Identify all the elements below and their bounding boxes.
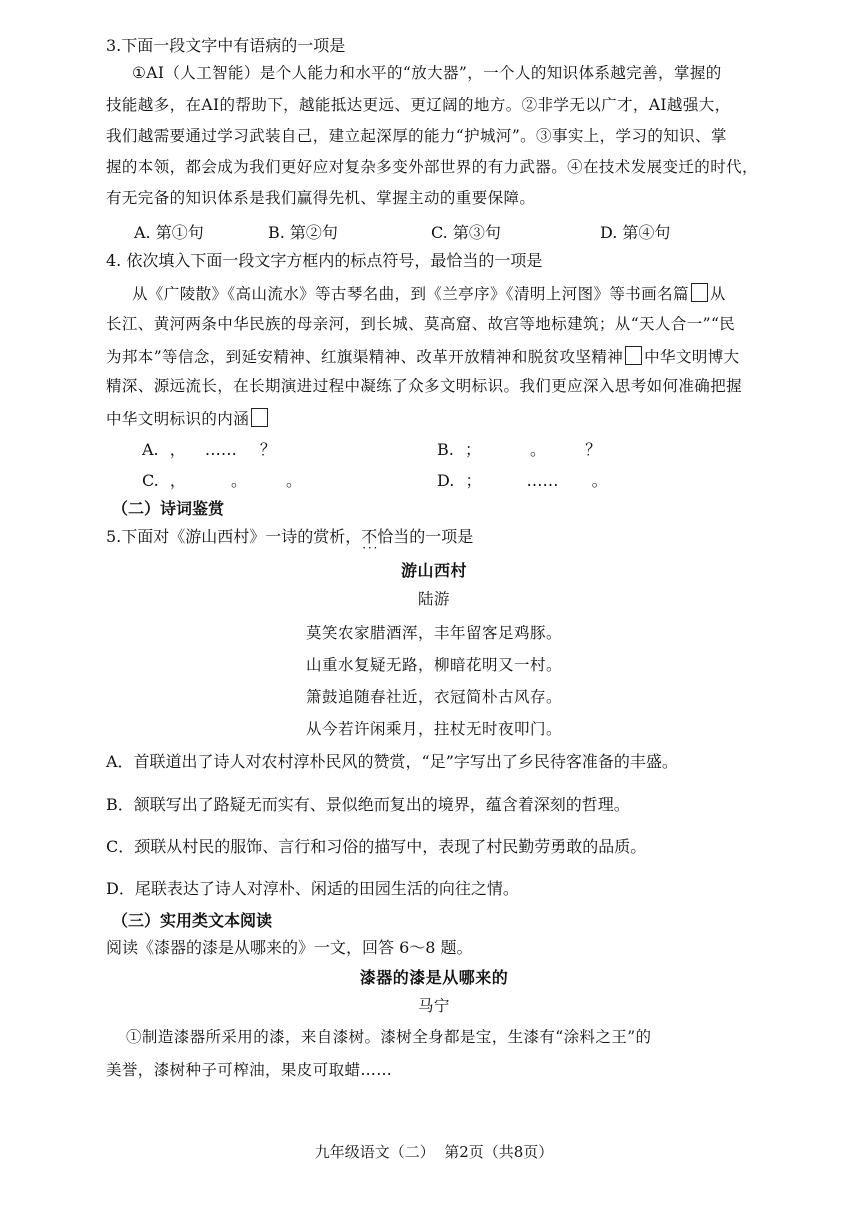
q4-line-1-text: 从《广陵散》《高山流水》等古琴名曲，到《兰亭序》《清明上河图》等书画名篇 — [132, 285, 689, 303]
q4-passage-line-3 — [106, 346, 740, 367]
q4-option-c-label: C. — [142, 471, 159, 490]
q5-option-c[interactable]: C．颈联从村民的服饰、言行和习俗的描写中，表现了村民勤劳勇敢的品质。 — [106, 837, 647, 856]
q3-passage-line-5: 有无完备的知识体系是我们赢得先机、掌握主动的重要保障。 — [106, 189, 536, 207]
q3-passage-line-2: 技能越多，在AI的帮助下，越能抵达更远、更辽阔的地方。②非学无以广才，AI越强大， — [106, 96, 731, 114]
section-3-heading: （三）实用类文本阅读 — [112, 911, 273, 930]
page-footer: 九年级语文（二） 第2页（共8页） — [314, 1143, 554, 1161]
q5-option-b[interactable]: B．颔联写出了路疑无而实有、景似绝而复出的境界，蕴含着深刻的哲理。 — [106, 795, 630, 814]
q4-line-3-text: 为邦本”等信念，到延安精神、红旗渠精神、改革开放精神和脱贫攻坚精神 — [106, 348, 624, 366]
q3-passage-line-3: 我们越需要通过学习武装自己，建立起深厚的能力“护城河”。③事实上，学习的知识、掌 — [106, 127, 727, 145]
q4-blank-box-1[interactable] — [691, 283, 708, 302]
q4-option-b-mark-2: 。 — [530, 440, 547, 459]
q3-option-d[interactable]: D. 第④句 — [600, 223, 671, 242]
q5-stem-pre: 5.下面对《游山西村》一诗的赏析， — [106, 527, 362, 546]
q4-option-d-mark-1: ； — [465, 471, 482, 490]
q4-option-d[interactable] — [437, 468, 608, 491]
q3-option-c[interactable]: C. 第③句 — [431, 223, 501, 242]
q4-option-c[interactable] — [142, 468, 302, 491]
q4-passage-line-2: 长江、黄河两条中华民族的母亲河，到长城、莫高窟、故宫等地标建筑；从“天人合一”“民 — [106, 315, 736, 333]
q4-option-c-mark-2: 。 — [230, 471, 247, 490]
poem-line-1: 莫笑农家腊酒浑，丰年留客足鸡豚。 — [305, 624, 562, 642]
q4-line-3-end: 中华文明博大 — [644, 348, 740, 366]
q4-blank-box-2[interactable] — [625, 346, 642, 365]
q4-line-5-text: 中华文明标识的内涵 — [106, 410, 250, 428]
q4-option-b-label: B. — [437, 440, 454, 459]
q4-line-1-end: 从 — [709, 285, 726, 303]
q5-option-d[interactable]: D．尾联表达了诗人对淳朴、闲适的田园生活的向往之情。 — [106, 879, 519, 898]
q4-option-d-mark-2: …… — [526, 471, 559, 490]
q4-option-a-label: A. — [142, 440, 159, 459]
poem-title: 游山西村 — [400, 561, 467, 580]
q3-option-b[interactable]: B. 第②句 — [268, 223, 338, 242]
q4-stem: 4. 依次填入下面一段文字方框内的标点符号，最恰当的一项是 — [106, 251, 543, 270]
q4-option-b-mark-3: ？ — [585, 440, 602, 459]
article-paragraph-1-line-1: ①制造漆器所采用的漆，来自漆树。漆树全身都是宝，生漆有“涂料之王”的 — [126, 1028, 652, 1046]
q5-stem-emphasis: 不恰当 · · · — [361, 527, 409, 546]
q4-option-b-mark-1: ； — [464, 440, 481, 459]
poem-line-3: 箫鼓追随春社近，衣冠简朴古风存。 — [305, 688, 562, 706]
article-author: 马宁 — [417, 997, 450, 1015]
article-title: 漆器的漆是从哪来的 — [359, 968, 509, 987]
q4-passage-line-4: 精深、源远流长，在长期演进过程中凝练了众多文明标识。我们更应深入思考如何准确把握 — [106, 377, 743, 395]
q5-stem-post: 的一项是 — [409, 527, 474, 546]
article-paragraph-1-line-2: 美誉，漆树种子可榨油，果皮可取蜡…… — [106, 1061, 393, 1079]
q4-option-c-mark-1: ， — [169, 471, 186, 490]
q4-option-d-mark-3: 。 — [591, 471, 608, 490]
q4-option-a-mark-1: ， — [169, 440, 186, 459]
q4-option-a[interactable] — [142, 437, 276, 460]
q4-option-b[interactable] — [437, 437, 601, 460]
q3-passage-line-4: 握的本领，都会成为我们更好应对复杂多变外部世界的有力武器。④在技术发展变迁的时代， — [106, 158, 758, 176]
q3-stem: 3.下面一段文字中有语病的一项是 — [106, 36, 346, 55]
reading-intro: 阅读《漆器的漆是从哪来的》一文，回答 6～8 题。 — [106, 938, 473, 957]
poem-line-2: 山重水复疑无路，柳暗花明又一村。 — [305, 656, 562, 674]
section-2-heading: （二）诗词鉴赏 — [112, 499, 225, 518]
q4-option-c-mark-3: 。 — [286, 471, 303, 490]
q4-passage-line-5 — [106, 408, 270, 429]
poem-line-4: 从今若许闲乘月，拄杖无时夜叩门。 — [305, 720, 562, 738]
poem-author: 陆游 — [417, 590, 450, 608]
q4-option-a-mark-2: …… — [204, 440, 237, 459]
q5-option-a[interactable]: A．首联道出了诗人对农村淳朴民风的赞赏，“足”字写出了乡民待客准备的丰盛。 — [106, 752, 678, 771]
q3-passage-line-1: ①AI（人工智能）是个人能力和水平的“放大器”，一个人的知识体系越完善，掌握的 — [132, 64, 722, 82]
q4-passage-line-1 — [132, 283, 726, 304]
q4-blank-box-3[interactable] — [251, 408, 268, 427]
q4-option-d-label: D. — [437, 471, 455, 490]
q5-stem — [106, 527, 473, 546]
q3-option-a[interactable]: A. 第①句 — [134, 223, 204, 242]
q4-option-a-mark-3: ？ — [259, 440, 276, 459]
